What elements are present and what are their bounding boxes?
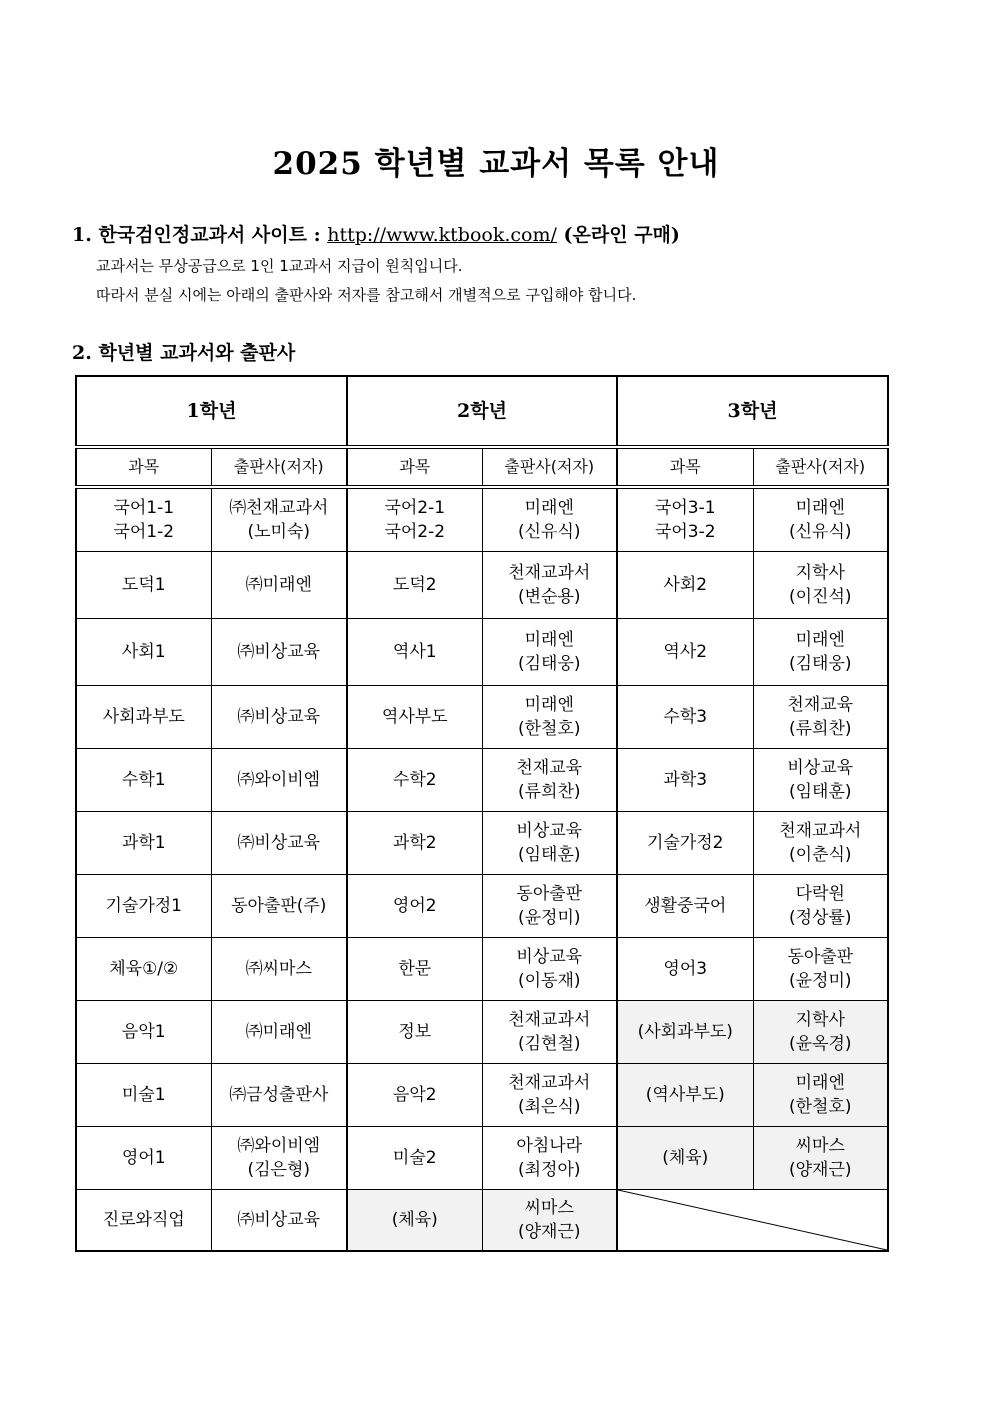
cell-subject-g1 bbox=[76, 1190, 211, 1252]
cell-text: 미래엔 bbox=[795, 1073, 845, 1093]
cell-publisher-g3 bbox=[753, 1064, 888, 1127]
cell-text: (양재근) bbox=[788, 1160, 852, 1180]
cell-text: 국어1-1 bbox=[113, 498, 175, 518]
cell-text: 음악1 bbox=[121, 1022, 166, 1042]
cell-text: 천재교과서 bbox=[508, 1010, 591, 1030]
cell-text: (사회과부도) bbox=[637, 1022, 733, 1042]
cell-subject-g3 bbox=[617, 1064, 753, 1127]
cell-text: 비상교육 bbox=[516, 821, 583, 841]
cell-text: (체육) bbox=[391, 1210, 438, 1230]
cell-text: 지학사 bbox=[795, 563, 845, 583]
cell-text: 천재교과서 bbox=[508, 1073, 591, 1093]
cell-publisher-g2 bbox=[482, 1064, 617, 1127]
page-title: 2025 학년별 교과서 목록 안내 bbox=[272, 146, 720, 182]
cell-subject-g2 bbox=[347, 1127, 482, 1190]
cell-text: 동아출판(주) bbox=[231, 896, 327, 916]
cell-subject-g1 bbox=[76, 487, 211, 552]
cell-text: ㈜천재교과서 bbox=[229, 498, 329, 518]
cell-text: 비상교육 bbox=[516, 947, 583, 967]
grade-1-header: 1학년 bbox=[76, 376, 347, 447]
cell-text: 수학1 bbox=[121, 770, 166, 790]
cell-subject-g1 bbox=[76, 1001, 211, 1064]
cell-text: 천재교과서 bbox=[508, 563, 591, 583]
cell-text: 아침나라 bbox=[516, 1136, 583, 1156]
cell-subject-g3 bbox=[617, 1001, 753, 1064]
col-subject-g3: 과목 bbox=[617, 447, 753, 487]
cell-subject-g1 bbox=[76, 619, 211, 686]
col-subject-g2: 과목 bbox=[347, 447, 482, 487]
cell-text: 국어2-2 bbox=[384, 522, 446, 542]
section1-heading bbox=[72, 220, 680, 247]
cell-text: 역사부도 bbox=[381, 707, 448, 727]
cell-subject-g1 bbox=[76, 1064, 211, 1127]
cell-text: 천재교육 bbox=[516, 758, 583, 778]
cell-publisher-g2 bbox=[482, 552, 617, 619]
grade-header-row bbox=[76, 376, 888, 447]
cell-text: (한철호) bbox=[788, 1097, 852, 1117]
cell-text: 역사2 bbox=[663, 642, 708, 662]
cell-publisher-g3 bbox=[753, 875, 888, 938]
cell-text: 미술1 bbox=[121, 1085, 166, 1105]
cell-text: 과학3 bbox=[663, 770, 708, 790]
table-row bbox=[76, 1064, 888, 1127]
table-row bbox=[76, 875, 888, 938]
cell-text: (한철호) bbox=[517, 719, 581, 739]
cell-text: ㈜미래엔 bbox=[245, 575, 312, 595]
cell-publisher-g3 bbox=[753, 1127, 888, 1190]
cell-text: 미래엔 bbox=[524, 695, 574, 715]
cell-subject-g3 bbox=[617, 686, 753, 749]
col-publisher-g3: 출판사(저자) bbox=[753, 447, 888, 487]
cell-text: 천재교육 bbox=[787, 695, 854, 715]
cell-text: ㈜금성출판사 bbox=[229, 1085, 329, 1105]
grade-2-header: 2학년 bbox=[347, 376, 617, 447]
notice-line-2: 따라서 분실 시에는 아래의 출판사와 저자를 참고해서 개별적으로 구입해야 합니다. bbox=[96, 286, 637, 304]
col-publisher-g1: 출판사(저자) bbox=[211, 447, 347, 487]
cell-text: ㈜비상교육 bbox=[237, 707, 321, 727]
table-row bbox=[76, 938, 888, 1001]
cell-text: (이진석) bbox=[788, 587, 852, 607]
cell-publisher-g1 bbox=[211, 749, 347, 812]
cell-subject-g1 bbox=[76, 938, 211, 1001]
cell-subject-g2 bbox=[347, 1064, 482, 1127]
cell-publisher-g2 bbox=[482, 686, 617, 749]
cell-text: 과학1 bbox=[121, 833, 166, 853]
ktbook-link[interactable]: http://www.ktbook.com/ bbox=[327, 224, 557, 246]
cell-text: 씨마스 bbox=[795, 1136, 845, 1156]
cell-text: 정보 bbox=[398, 1022, 432, 1042]
cell-subject-g2 bbox=[347, 686, 482, 749]
cell-text: (신유식) bbox=[517, 522, 581, 542]
table-row bbox=[76, 686, 888, 749]
cell-text: 한문 bbox=[398, 959, 432, 979]
cell-publisher-g2 bbox=[482, 1127, 617, 1190]
cell-text: 동아출판 bbox=[516, 884, 583, 904]
cell-text: 사회과부도 bbox=[102, 707, 185, 727]
cell-text: 과학2 bbox=[392, 833, 437, 853]
cell-subject-g1 bbox=[76, 552, 211, 619]
cell-text: 미래엔 bbox=[795, 498, 845, 518]
table-row bbox=[76, 1001, 888, 1064]
diagonal-line bbox=[618, 1190, 887, 1250]
cell-publisher-g2 bbox=[482, 812, 617, 875]
table-row bbox=[76, 619, 888, 686]
cell-subject-g3 bbox=[617, 812, 753, 875]
cell-text: (역사부도) bbox=[645, 1085, 725, 1105]
cell-text: 국어3-1 bbox=[654, 498, 716, 518]
cell-subject-g1 bbox=[76, 875, 211, 938]
cell-text: 지학사 bbox=[795, 1010, 845, 1030]
cell-publisher-g1 bbox=[211, 1001, 347, 1064]
cell-text: ㈜와이비엠 bbox=[237, 1136, 321, 1156]
cell-text: (체육) bbox=[662, 1148, 709, 1168]
cell-text: ㈜씨마스 bbox=[245, 959, 312, 979]
cell-subject-g3 bbox=[617, 938, 753, 1001]
cell-publisher-g2 bbox=[482, 619, 617, 686]
cell-subject-g2 bbox=[347, 1001, 482, 1064]
cell-publisher-g3 bbox=[753, 938, 888, 1001]
cell-text: (류희찬) bbox=[788, 719, 852, 739]
cell-text: 수학2 bbox=[392, 770, 437, 790]
cell-text: (최은식) bbox=[517, 1097, 581, 1117]
cell-text: (이춘식) bbox=[788, 845, 852, 865]
cell-publisher-g3 bbox=[753, 686, 888, 749]
cell-subject-g2 bbox=[347, 1190, 482, 1252]
cell-text: 씨마스 bbox=[524, 1198, 574, 1218]
cell-text: ㈜비상교육 bbox=[237, 642, 321, 662]
cell-subject-g1 bbox=[76, 686, 211, 749]
cell-text: 음악2 bbox=[392, 1085, 437, 1105]
col-publisher-g2: 출판사(저자) bbox=[482, 447, 617, 487]
cell-text: 동아출판 bbox=[787, 947, 854, 967]
cell-publisher-g1 bbox=[211, 487, 347, 552]
cell-text: (임태훈) bbox=[788, 782, 852, 802]
cell-text: (김현철) bbox=[517, 1034, 581, 1054]
cell-text: 미래엔 bbox=[795, 630, 845, 650]
cell-text: (정상률) bbox=[788, 908, 852, 928]
cell-text: 도덕1 bbox=[121, 575, 166, 595]
cell-subject-g1 bbox=[76, 1127, 211, 1190]
cell-publisher-g3 bbox=[753, 552, 888, 619]
cell-text: (류희찬) bbox=[517, 782, 581, 802]
section1-heading-text: 1. 한국검인정교과서 사이트 : bbox=[72, 224, 328, 246]
table-row bbox=[76, 749, 888, 812]
cell-text: 미술2 bbox=[392, 1148, 437, 1168]
cell-text: (노미숙) bbox=[247, 522, 311, 542]
cell-text: (양재근) bbox=[517, 1222, 581, 1242]
cell-subject-g3 bbox=[617, 552, 753, 619]
cell-text: 진로와직업 bbox=[102, 1210, 185, 1230]
cell-text: (이동재) bbox=[517, 971, 581, 991]
cell-publisher-g3 bbox=[753, 749, 888, 812]
cell-subject-g3 bbox=[617, 749, 753, 812]
table-row bbox=[76, 1190, 888, 1252]
cell-subject-g2 bbox=[347, 938, 482, 1001]
cell-text: 국어2-1 bbox=[384, 498, 446, 518]
cell-text: 다락원 bbox=[795, 884, 845, 904]
cell-subject-g3 bbox=[617, 1127, 753, 1190]
cell-text: 사회1 bbox=[121, 642, 166, 662]
cell-text: 역사1 bbox=[392, 642, 437, 662]
cell-publisher-g3 bbox=[753, 812, 888, 875]
cell-subject-g2 bbox=[347, 552, 482, 619]
cell-text: 기술가정1 bbox=[105, 896, 182, 916]
cell-text: (최정아) bbox=[517, 1160, 581, 1180]
cell-text: 비상교육 bbox=[787, 758, 854, 778]
grade-3-header: 3학년 bbox=[617, 376, 888, 447]
section2-heading: 2. 학년별 교과서와 출판사 bbox=[72, 342, 296, 364]
cell-text: 국어1-2 bbox=[113, 522, 175, 542]
table-row bbox=[76, 487, 888, 552]
cell-publisher-g2 bbox=[482, 875, 617, 938]
cell-text: 도덕2 bbox=[392, 575, 437, 595]
cell-publisher-g1 bbox=[211, 938, 347, 1001]
cell-text: ㈜비상교육 bbox=[237, 1210, 321, 1230]
cell-subject-g3 bbox=[617, 619, 753, 686]
cell-subject-g3 bbox=[617, 875, 753, 938]
cell-publisher-g1 bbox=[211, 1190, 347, 1252]
cell-publisher-g3 bbox=[753, 1001, 888, 1064]
cell-publisher-g1 bbox=[211, 812, 347, 875]
cell-subject-g2 bbox=[347, 619, 482, 686]
cell-text: (윤정미) bbox=[517, 908, 581, 928]
section1-heading-suffix: (온라인 구매) bbox=[556, 224, 680, 246]
cell-text: (윤옥경) bbox=[788, 1034, 852, 1054]
cell-text: ㈜미래엔 bbox=[245, 1022, 312, 1042]
col-subject-g1: 과목 bbox=[76, 447, 211, 487]
empty-diagonal-cell bbox=[617, 1190, 888, 1252]
cell-publisher-g1 bbox=[211, 686, 347, 749]
cell-publisher-g2 bbox=[482, 487, 617, 552]
cell-publisher-g2 bbox=[482, 1190, 617, 1252]
cell-text: (김태웅) bbox=[517, 654, 581, 674]
cell-subject-g1 bbox=[76, 749, 211, 812]
cell-subject-g2 bbox=[347, 487, 482, 552]
cell-publisher-g1 bbox=[211, 1127, 347, 1190]
table-row bbox=[76, 1127, 888, 1190]
cell-publisher-g1 bbox=[211, 875, 347, 938]
cell-subject-g1 bbox=[76, 812, 211, 875]
cell-text: 천재교과서 bbox=[779, 821, 862, 841]
cell-text: 수학3 bbox=[663, 707, 708, 727]
cell-text: ㈜비상교육 bbox=[237, 833, 321, 853]
column-header-row bbox=[76, 447, 888, 487]
cell-text: 영어2 bbox=[392, 896, 437, 916]
cell-publisher-g1 bbox=[211, 619, 347, 686]
cell-text: (김태웅) bbox=[788, 654, 852, 674]
cell-text: 영어3 bbox=[663, 959, 708, 979]
table-row bbox=[76, 812, 888, 875]
cell-text: 영어1 bbox=[121, 1148, 166, 1168]
cell-text: (김은형) bbox=[247, 1160, 311, 1180]
cell-text: 기술가정2 bbox=[646, 833, 724, 853]
cell-publisher-g3 bbox=[753, 619, 888, 686]
table-row bbox=[76, 552, 888, 619]
cell-text: 생활중국어 bbox=[644, 896, 727, 916]
cell-subject-g2 bbox=[347, 749, 482, 812]
cell-publisher-g3 bbox=[753, 487, 888, 552]
cell-text: (윤정미) bbox=[788, 971, 852, 991]
cell-subject-g2 bbox=[347, 812, 482, 875]
cell-text: (임태훈) bbox=[517, 845, 581, 865]
cell-text: 체육①/② bbox=[109, 959, 179, 979]
cell-publisher-g1 bbox=[211, 1064, 347, 1127]
cell-text: 사회2 bbox=[663, 575, 708, 595]
cell-text: 국어3-2 bbox=[654, 522, 716, 542]
cell-text: (신유식) bbox=[788, 522, 852, 542]
cell-publisher-g2 bbox=[482, 938, 617, 1001]
cell-publisher-g2 bbox=[482, 1001, 617, 1064]
cell-text: 미래엔 bbox=[524, 630, 574, 650]
cell-text: 미래엔 bbox=[524, 498, 574, 518]
cell-publisher-g2 bbox=[482, 749, 617, 812]
cell-publisher-g1 bbox=[211, 552, 347, 619]
textbook-table bbox=[75, 375, 889, 1252]
cell-subject-g2 bbox=[347, 875, 482, 938]
cell-subject-g3 bbox=[617, 487, 753, 552]
cell-text: ㈜와이비엠 bbox=[237, 770, 321, 790]
notice-line-1: 교과서는 무상공급으로 1인 1교과서 지급이 원칙입니다. bbox=[96, 257, 463, 275]
cell-text: (변순용) bbox=[517, 587, 581, 607]
